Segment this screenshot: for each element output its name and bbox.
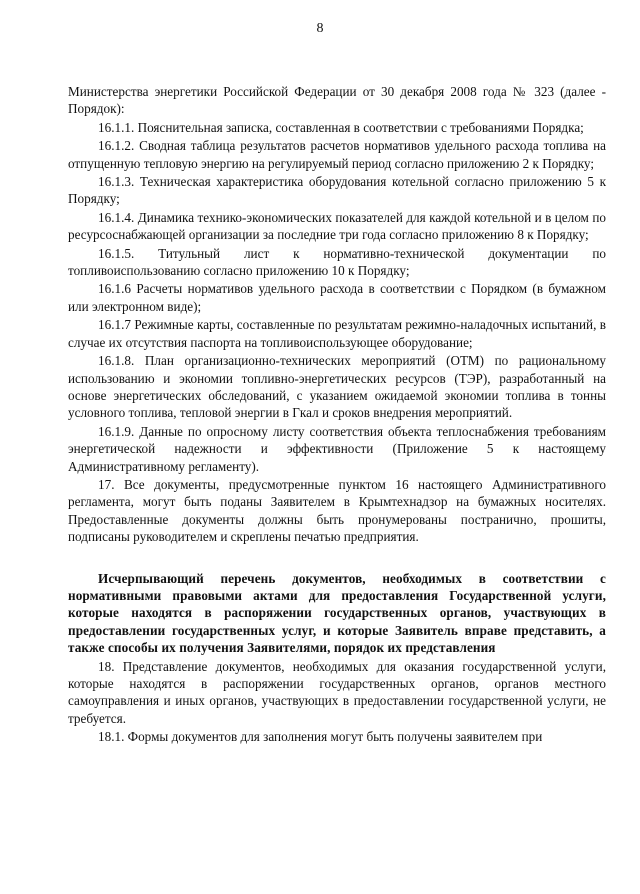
page-number: 8	[316, 21, 324, 36]
section-heading: Исчерпывающий перечень документов, необходимых в соответствии с нормативными правовыми актами для предоставления Государственной услуги, которые находятся в распоряжении государственных органов, участвующих в предоставлении государственных услуг, и которые Заявитель вправе представить, а также способы их получения Заявителями, порядок их представления	[68, 570, 606, 656]
paragraph-17: 17. Все документы, предусмотренные пунктом 16 настоящего Административного регламента, могут быть поданы Заявителем в Крымтехнадзор на бумажных носителях. Предоставленные документы должны быть пронумерованы постранично, прошиты, подписаны руководителем и скреплены печатью предприятия.	[68, 476, 606, 545]
paragraph-16-1-2: 16.1.2. Сводная таблица результатов расчетов нормативов удельного расхода топлива на отпущенную тепловую энергию на регулируемый период согласно приложению 2 к Порядку;	[68, 138, 606, 171]
document-body	[68, 83, 606, 747]
paragraph-18: 18. Представление документов, необходимых для оказания государственной услуги, которые находятся в распоряжении государственных органов, органов местного самоуправления и иных органов, участвующих в предоставлении государственной услуги, не требуется.	[68, 658, 606, 726]
paragraph-continuation: Министерства энергетики Российской Федерации от 30 декабря 2008 года № 323 (далее - Порядок):	[68, 84, 606, 117]
paragraph-16-1-3: 16.1.3. Техническая характеристика оборудования котельной согласно приложению 5 к Порядку;	[68, 174, 606, 207]
paragraph-16-1-7: 16.1.7 Режимные карты, составленные по результатам режимно-наладочных испытаний, в случае их отсутствия паспорта на топливоиспользующее оборудование;	[68, 317, 606, 350]
paragraph-16-1-9: 16.1.9. Данные по опросному листу соответствия объекта теплоснабжения требованиям энергетической надежности и эффективности (Приложение 5 к настоящему Административному регламенту).	[68, 423, 606, 474]
paragraph-16-1-6: 16.1.6 Расчеты нормативов удельного расхода в соответствии с Порядком (в бумажном или электронном виде);	[68, 281, 606, 314]
paragraph-16-1-8: 16.1.8. План организационно-технических мероприятий (ОТМ) по рациональному использованию и экономии топливно-энергетических ресурсов (ТЭР), разработанный на основе энергетических обследований, с указанием ожидаемой экономии топлива в тонны условного топлива, тепловой энергии в Гкал и сроков внедрения мероприятий.	[68, 353, 606, 421]
paragraph-16-1-4: 16.1.4. Динамика технико-экономических показателей для каждой котельной и в целом по ресурсоснабжающей организации за последние три года согласно приложению 8 к Порядку;	[68, 209, 606, 243]
paragraph-16-1-5: 16.1.5. Титульный лист к нормативно-технической документации по топливоиспользованию согласно приложению 10 к Порядку;	[68, 245, 606, 279]
paragraph-18-1: 18.1. Формы документов для заполнения могут быть получены заявителем при	[98, 729, 543, 745]
paragraph-16-1-1: 16.1.1. Пояснительная записка, составленная в соответствии с требованиями Порядка;	[98, 119, 584, 135]
